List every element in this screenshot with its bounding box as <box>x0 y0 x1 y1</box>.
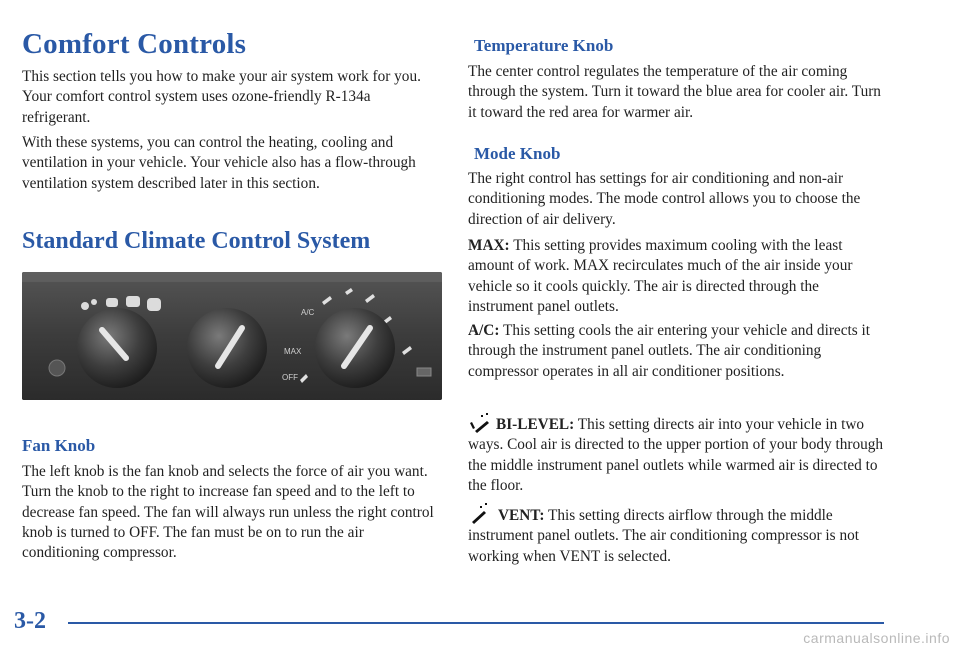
defrost-icon <box>417 368 431 376</box>
vent-term: VENT: <box>498 507 545 524</box>
temperature-knob <box>187 308 267 388</box>
bilevel-paragraph <box>468 411 888 496</box>
intro-paragraph-1: This section tells you how to make your air system work for you. Your comfort control system uses ozone-friendly R-134a refrigerant. <box>22 68 421 126</box>
vent-icon <box>468 502 492 524</box>
bilevel-text: This setting directs air into your vehicle in two ways. Cool air is directed to the upper portion of your body through the middle instrument panel outlets while warmed air is directed to the floor. <box>468 416 884 494</box>
page-title: Comfort Controls <box>22 28 247 60</box>
mode-knob <box>315 308 395 388</box>
ac-paragraph <box>468 321 888 382</box>
ac-label: A/C <box>301 308 315 317</box>
vent-paragraph <box>468 502 888 567</box>
max-term: MAX: <box>468 237 510 254</box>
ac-text: This setting cools the air entering your vehicle and directs it through the instrument panel outlets. The air conditioning compressor operates in all air conditioner positions. <box>468 322 871 380</box>
temperature-knob-heading: Temperature Knob <box>474 36 614 55</box>
vent-text: This setting directs airflow through the middle instrument panel outlets. The air conditioning compressor is not working when VENT is selected. <box>468 507 859 565</box>
off-label: OFF <box>282 373 298 382</box>
section-title: Standard Climate Control System <box>22 228 371 254</box>
mode-knob-heading: Mode Knob <box>474 144 561 163</box>
fan-knob-heading: Fan Knob <box>22 436 96 455</box>
footer-rule <box>68 622 884 624</box>
intro-paragraph-2: With these systems, you can control the heating, cooling and ventilation in your vehicle. Your vehicle also has a flow-through ventilation system described later in this section. <box>22 134 416 192</box>
bilevel-icon <box>468 411 490 433</box>
max-text: This setting provides maximum cooling with the least amount of work. MAX recirculates much of the air inside your vehicle so it cools quickly. The air is directed through the instrument panel outlets. <box>468 237 853 315</box>
bilevel-term: BI-LEVEL: <box>496 416 575 433</box>
climate-control-illustration <box>22 272 442 400</box>
recirculation-icon <box>49 360 65 376</box>
mode-knob-paragraph: The right control has settings for air conditioning and non-air conditioning modes. The mode control allows you to choose the direction of air delivery. <box>468 170 861 228</box>
page-number: 3-2 <box>14 608 46 634</box>
max-label: MAX <box>284 347 302 356</box>
watermark: carmanualsonline.info <box>803 630 950 646</box>
fan-knob <box>77 308 157 388</box>
max-paragraph <box>468 236 888 317</box>
fan-knob-paragraph: The left knob is the fan knob and selects the force of air you want. Turn the knob to the right to increase fan speed and to the left to decrease fan speed. The fan will always run unless the right control knob is turned to OFF. The fan must be on to run the air conditioning compressor. <box>22 463 434 562</box>
climate-control-photo <box>22 272 442 400</box>
ac-term: A/C: <box>468 322 500 339</box>
temperature-knob-paragraph: The center control regulates the temperature of the air coming through the system. Turn it toward the blue area for cooler air. Turn it toward the red area for warmer air. <box>468 63 881 121</box>
